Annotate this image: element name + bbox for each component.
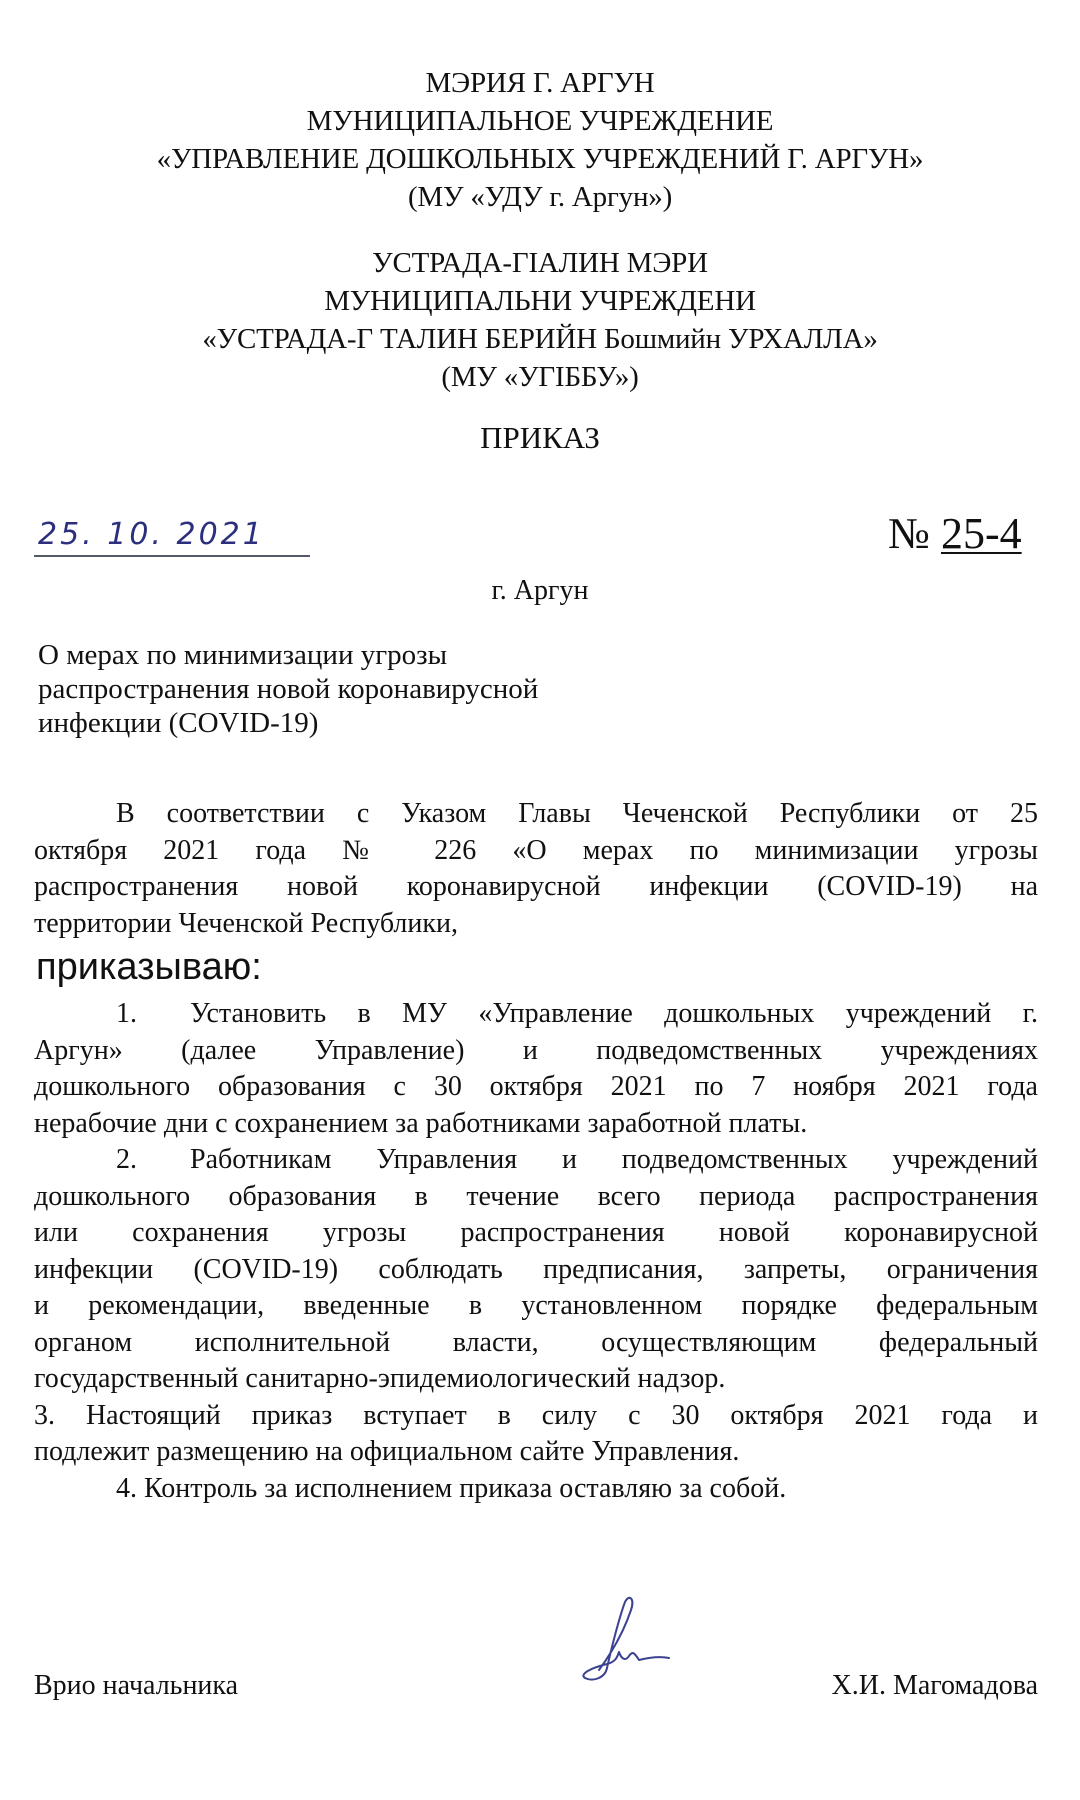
item-1-line: нерабочие дни с сохранением за работниками заработной платы. — [34, 1107, 808, 1139]
item-text: Установить в МУ «Управление дошкольных учреждений г. — [190, 998, 1038, 1029]
item-number: 1. — [116, 998, 137, 1029]
subject-line: О мерах по минимизации угрозы — [38, 639, 448, 671]
item-2-line: инфекции (COVID-19) соблюдать предписания, запреты, ограничения — [34, 1253, 1038, 1285]
header-line: МУНИЦИПАЛЬНОЕ УЧРЕЖДЕНИЕ — [306, 105, 774, 137]
preamble-line: распространения новой коронавирусной инфекции (COVID-19) на — [34, 871, 1038, 902]
order-items — [34, 996, 1038, 1507]
item-2-line: дошкольного образования в течение всего периода распространения — [34, 1180, 1038, 1212]
header-line: «УСТРАДА-Г ТАЛИН БЕРИЙН Бошмийн УРХАЛЛА» — [202, 323, 878, 355]
item-2-line: органом исполнительной власти, осуществляющим федеральный — [34, 1326, 1038, 1358]
order-word: приказываю: — [36, 946, 262, 988]
signature-row — [0, 1648, 1080, 1728]
item-1-line — [34, 996, 1038, 1033]
subject-line: инфекции (COVID-19) — [38, 707, 319, 739]
header-line: МУНИЦИПАЛЬНИ УЧРЕЖДЕНИ — [324, 285, 756, 317]
number-sign: № — [888, 509, 930, 558]
number-value: 25-4 — [940, 509, 1022, 558]
item-3-line: подлежит размещению на официальном сайте Управления. — [34, 1436, 740, 1467]
header-line: «УПРАВЛЕНИЕ ДОШКОЛЬНЫХ УЧРЕЖДЕНИЙ Г. АРГУН» — [156, 143, 924, 175]
item-3-line: 3. Настоящий приказ вступает в силу с 30 октября 2021 года и — [34, 1399, 1038, 1431]
header-russian — [0, 64, 1080, 216]
item-2-line: или сохранения угрозы распространения новой коронавирусной — [34, 1217, 1038, 1248]
handwritten-signature — [555, 1588, 685, 1698]
subject-block — [38, 638, 678, 740]
item-2-line: и рекомендации, введенные в установленном порядке федеральным — [34, 1290, 1038, 1321]
header-line: МЭРИЯ Г. АРГУН — [425, 67, 655, 99]
header-line: (МУ «УДУ г. Аргун») — [407, 181, 673, 213]
item-text: Работникам Управления и подведомственных учреждений — [190, 1144, 1038, 1175]
preamble-line: октября 2021 года № 226 «О мерах по минимизации угрозы — [34, 834, 1038, 866]
item-2-line — [34, 1142, 1038, 1179]
header-line: УСТРАДА-ГІАЛИН МЭРИ — [372, 247, 708, 279]
signature-stroke — [583, 1598, 669, 1680]
subject-line: распространения новой коронавирусной — [38, 673, 539, 705]
preamble-line: В соответствии с Указом Главы Чеченской Республики от 25 — [116, 798, 1038, 829]
preamble-paragraph — [34, 796, 1038, 942]
signatory-position: Врио начальника — [34, 1670, 239, 1701]
city-line: г. Аргун — [491, 575, 589, 606]
order-number — [888, 508, 1022, 559]
item-4-line: 4. Контроль за исполнением приказа оставляю за собой. — [116, 1472, 787, 1504]
preamble-line: территории Чеченской Республики, — [34, 907, 458, 939]
header-line: (МУ «УГІББУ») — [441, 361, 639, 393]
item-number: 2. — [116, 1144, 137, 1175]
signatory-name: Х.И. Магомадова — [831, 1670, 1038, 1701]
date-field — [34, 515, 310, 557]
header-chechen — [0, 244, 1080, 396]
handwritten-date: 25. 10. 2021 — [38, 517, 265, 552]
item-1-line: Аргун» (далее Управление) и подведомственных учреждениях — [34, 1034, 1038, 1066]
item-1-line: дошкольного образования с 30 октября 2021 по 7 ноября 2021 года — [34, 1071, 1038, 1102]
document-type-title: ПРИКАЗ — [480, 420, 600, 455]
item-2-line: государственный санитарно-эпидемиологический надзор. — [34, 1363, 726, 1394]
